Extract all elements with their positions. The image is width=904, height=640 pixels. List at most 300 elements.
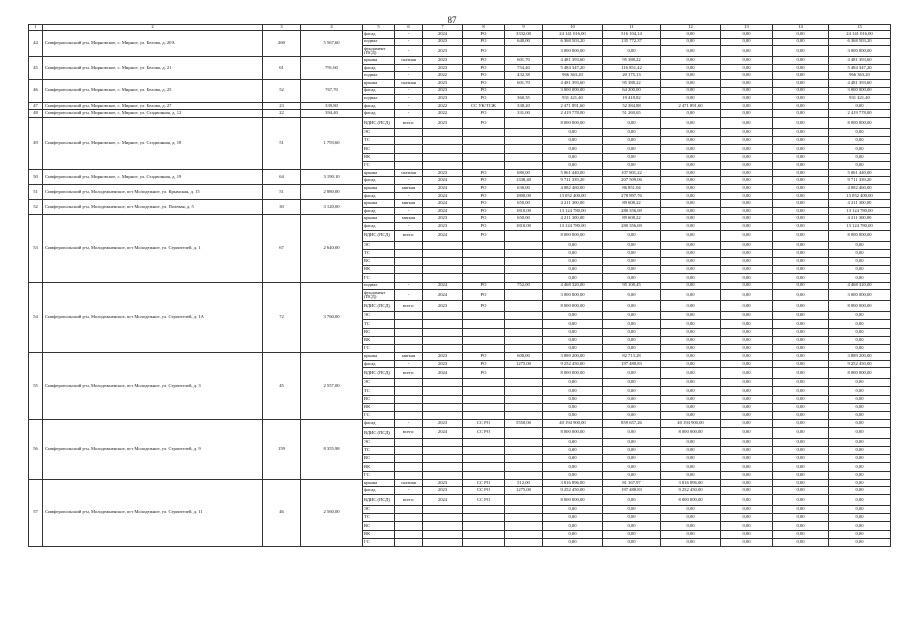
funding: РО xyxy=(463,185,505,193)
year: 2023 xyxy=(423,87,463,95)
volume: 1800,00 xyxy=(505,192,543,200)
fee: 0,00 xyxy=(603,463,661,471)
year: 2022 xyxy=(423,110,463,118)
col13: 0,00 xyxy=(721,38,773,46)
year: 2022 xyxy=(423,72,463,80)
cost: 2 471 891,60 xyxy=(543,102,603,110)
work-type: ГС xyxy=(363,274,395,282)
subtype xyxy=(395,463,423,471)
col14: 0,00 xyxy=(773,177,829,185)
subtype: - xyxy=(395,87,423,95)
owner-funds: 0,00 xyxy=(661,31,721,39)
col13: 0,00 xyxy=(721,185,773,193)
fund-total: 0,00 xyxy=(829,320,891,328)
col14: 0,00 xyxy=(773,95,829,103)
address: Симферопольский р-н, Мирновское, с. Мирное, ул. Белова, д. 20А xyxy=(43,31,263,57)
year xyxy=(423,128,463,136)
funding: РО xyxy=(463,223,505,231)
fee: 0,00 xyxy=(603,274,661,282)
funding xyxy=(463,447,505,455)
funding: СС РО xyxy=(463,427,505,438)
col14: 0,00 xyxy=(773,266,829,274)
col13: 0,00 xyxy=(721,403,773,411)
col13: 0,00 xyxy=(721,258,773,266)
owner-funds: 0,00 xyxy=(661,38,721,46)
funding xyxy=(463,320,505,328)
row-number: 50 xyxy=(29,169,43,184)
fee: 95 388,22 xyxy=(603,57,661,65)
col14: 0,00 xyxy=(773,282,829,290)
owner-funds: 0,00 xyxy=(661,207,721,215)
owner-funds: 0,00 xyxy=(661,412,721,420)
work-type: крыша xyxy=(363,185,395,193)
total-area: 791,60 xyxy=(301,57,363,80)
col14: 0,00 xyxy=(773,200,829,208)
cost: 931 421,40 xyxy=(543,95,603,103)
work-type: ВК xyxy=(363,153,395,161)
col13: 0,00 xyxy=(721,249,773,257)
row-number: 54 xyxy=(29,282,43,353)
work-type: фундамент (ПСД) xyxy=(363,46,395,57)
cost: 0,00 xyxy=(543,312,603,320)
subtype: мягкая xyxy=(395,215,423,223)
cost: 0,00 xyxy=(543,137,603,145)
fund-total: 0,00 xyxy=(829,241,891,249)
fund-total: 0,00 xyxy=(829,427,891,438)
volume: 5550,00 xyxy=(505,420,543,428)
owner-funds: 0,00 xyxy=(661,258,721,266)
year xyxy=(423,249,463,257)
fee: 116 851,42 xyxy=(603,64,661,72)
table-row xyxy=(29,110,891,118)
fund-total: 4 211 300,00 xyxy=(829,200,891,208)
fund-total: 4 468 320,00 xyxy=(829,282,891,290)
year xyxy=(423,403,463,411)
volume xyxy=(505,249,543,257)
year: 2024 xyxy=(423,192,463,200)
subtype: всего: xyxy=(395,427,423,438)
owner-funds: 0,00 xyxy=(661,266,721,274)
fee: 0,00 xyxy=(603,241,661,249)
work-type: подвал xyxy=(363,95,395,103)
col14: 0,00 xyxy=(773,128,829,136)
col14: 0,00 xyxy=(773,79,829,87)
fund-total: 13 124 780,00 xyxy=(829,223,891,231)
col13: 0,00 xyxy=(721,110,773,118)
volume xyxy=(505,87,543,95)
volume xyxy=(505,530,543,538)
col13: 0,00 xyxy=(721,145,773,153)
work-type: крыша xyxy=(363,79,395,87)
subtype xyxy=(395,471,423,479)
funding: РО xyxy=(463,200,505,208)
total-area: 8 355,98 xyxy=(301,420,363,480)
funding xyxy=(463,387,505,395)
fee: 0,00 xyxy=(603,427,661,438)
year: 2023 xyxy=(423,169,463,177)
funding: РО xyxy=(463,38,505,46)
col14: 0,00 xyxy=(773,522,829,530)
subtype: - xyxy=(395,223,423,231)
cost: 3 000 000,00 xyxy=(543,290,603,301)
subtype xyxy=(395,320,423,328)
cost: 13 124 780,00 xyxy=(543,207,603,215)
year xyxy=(423,538,463,546)
owner-funds: 0,00 xyxy=(661,230,721,241)
volume xyxy=(505,312,543,320)
col13: 0,00 xyxy=(721,353,773,361)
funding xyxy=(463,505,505,513)
address: Симферопольский р-н, Мирновское, с. Мирное, ул. Белова, д. 21 xyxy=(43,57,263,80)
col13: 0,00 xyxy=(721,538,773,546)
funding xyxy=(463,538,505,546)
year xyxy=(423,266,463,274)
cost: 0,00 xyxy=(543,505,603,513)
work-type: крыша xyxy=(363,479,395,487)
subtype: всего: xyxy=(395,230,423,241)
subtype xyxy=(395,455,423,463)
owner-funds: 0,00 xyxy=(661,387,721,395)
fund-total: 5 484 347,20 xyxy=(829,64,891,72)
volume xyxy=(505,153,543,161)
col14: 0,00 xyxy=(773,161,829,169)
volume xyxy=(505,412,543,420)
work-type: ЭС xyxy=(363,128,395,136)
fund-total: 0,00 xyxy=(829,328,891,336)
cost: 0,00 xyxy=(543,395,603,403)
work-type: ЭС xyxy=(363,505,395,513)
col14: 0,00 xyxy=(773,87,829,95)
cost: 0,00 xyxy=(543,266,603,274)
col13: 0,00 xyxy=(721,161,773,169)
work-type: фундамент (ПСД) xyxy=(363,290,395,301)
funding: РО xyxy=(463,192,505,200)
owner-funds: 0,00 xyxy=(661,344,721,352)
apartments-count: 64 xyxy=(263,169,301,184)
funding: РО xyxy=(463,207,505,215)
cost: 0,00 xyxy=(543,153,603,161)
fund-total: 2 419 778,00 xyxy=(829,110,891,118)
funding xyxy=(463,336,505,344)
col14: 0,00 xyxy=(773,479,829,487)
volume xyxy=(505,344,543,352)
owner-funds: 0,00 xyxy=(661,46,721,57)
col13: 0,00 xyxy=(721,215,773,223)
volume xyxy=(505,447,543,455)
col14: 0,00 xyxy=(773,241,829,249)
subtype xyxy=(395,379,423,387)
funding: РО xyxy=(463,64,505,72)
col14: 0,00 xyxy=(773,530,829,538)
col14: 0,00 xyxy=(773,215,829,223)
fee: 0,00 xyxy=(603,137,661,145)
fund-total: 0,00 xyxy=(829,395,891,403)
work-type: ВДИС (ПСД) xyxy=(363,368,395,379)
year xyxy=(423,145,463,153)
col14: 0,00 xyxy=(773,494,829,505)
owner-funds: 9 252 450,00 xyxy=(661,487,721,495)
column-number-header: 15 xyxy=(829,25,891,31)
col13: 0,00 xyxy=(721,455,773,463)
funding xyxy=(463,128,505,136)
col13: 0,00 xyxy=(721,505,773,513)
col14: 0,00 xyxy=(773,538,829,546)
cost: 0,00 xyxy=(543,258,603,266)
col14: 0,00 xyxy=(773,471,829,479)
year xyxy=(423,241,463,249)
work-type: ЭС xyxy=(363,241,395,249)
owner-funds: 0,00 xyxy=(661,87,721,95)
col13: 0,00 xyxy=(721,266,773,274)
work-type: фасад xyxy=(363,487,395,495)
owner-funds: 0,00 xyxy=(661,336,721,344)
funding xyxy=(463,514,505,522)
cost: 40 194 900,00 xyxy=(543,420,603,428)
cost: 6 368 503,20 xyxy=(543,38,603,46)
work-type: ТС xyxy=(363,447,395,455)
fee: 0,00 xyxy=(603,258,661,266)
owner-funds: 0,00 xyxy=(661,185,721,193)
work-type: ГС xyxy=(363,344,395,352)
fee: 0,00 xyxy=(603,538,661,546)
subtype: - xyxy=(395,282,423,290)
work-type: ВДИС (ПСД) xyxy=(363,427,395,438)
fee: 19 418,82 xyxy=(603,95,661,103)
volume: 640,00 xyxy=(505,38,543,46)
fund-total: 0,00 xyxy=(829,487,891,495)
fund-total: 0,00 xyxy=(829,412,891,420)
col14: 0,00 xyxy=(773,505,829,513)
year: 2023 xyxy=(423,64,463,72)
work-type: ВК xyxy=(363,530,395,538)
fund-total: 0,00 xyxy=(829,420,891,428)
col13: 0,00 xyxy=(721,387,773,395)
volume xyxy=(505,137,543,145)
apartments-count: 67 xyxy=(263,215,301,282)
volume xyxy=(505,328,543,336)
subtype: - xyxy=(395,46,423,57)
fund-total: 9 711 339,20 xyxy=(829,177,891,185)
year: 2023 xyxy=(423,353,463,361)
cost: 8 000 000,00 xyxy=(543,301,603,312)
fee: 95 108,45 xyxy=(603,282,661,290)
fee: 0,00 xyxy=(603,117,661,128)
owner-funds: 8 000 000,00 xyxy=(661,494,721,505)
col13: 0,00 xyxy=(721,46,773,57)
cost: 0,00 xyxy=(543,447,603,455)
year: 2024 xyxy=(423,494,463,505)
col14: 0,00 xyxy=(773,412,829,420)
subtype: - xyxy=(395,192,423,200)
col14: 0,00 xyxy=(773,192,829,200)
col13: 0,00 xyxy=(721,153,773,161)
fund-total: 9 252 450,00 xyxy=(829,360,891,368)
col13: 0,00 xyxy=(721,412,773,420)
owner-funds: 0,00 xyxy=(661,57,721,65)
fee: 859 657,26 xyxy=(603,420,661,428)
col14: 0,00 xyxy=(773,360,829,368)
row-number: 47 xyxy=(29,102,43,110)
cost: 0,00 xyxy=(543,249,603,257)
col14: 0,00 xyxy=(773,368,829,379)
funding xyxy=(463,274,505,282)
cost: 0,00 xyxy=(543,128,603,136)
funding: РО xyxy=(463,117,505,128)
fee: 86 851,04 xyxy=(603,185,661,193)
fee: 0,00 xyxy=(603,368,661,379)
year xyxy=(423,320,463,328)
owner-funds: 0,00 xyxy=(661,192,721,200)
volume xyxy=(505,241,543,249)
work-type: ВДИС (ПСД) xyxy=(363,494,395,505)
subtype xyxy=(395,258,423,266)
column-number-header: 9 xyxy=(505,25,543,31)
col13: 0,00 xyxy=(721,312,773,320)
volume xyxy=(505,494,543,505)
owner-funds: 0,00 xyxy=(661,395,721,403)
funding xyxy=(463,145,505,153)
col13: 0,00 xyxy=(721,530,773,538)
col13: 0,00 xyxy=(721,479,773,487)
col13: 0,00 xyxy=(721,57,773,65)
owner-funds: 0,00 xyxy=(661,145,721,153)
total-area: 2 557,00 xyxy=(301,353,363,420)
apartments-count: 45 xyxy=(263,353,301,420)
year: 2022 xyxy=(423,102,463,110)
row-number: 44 xyxy=(29,31,43,57)
cost: 0,00 xyxy=(543,336,603,344)
year: 2023 xyxy=(423,46,463,57)
fee: 0,00 xyxy=(603,522,661,530)
subtype: - xyxy=(395,177,423,185)
owner-funds: 3 816 896,00 xyxy=(661,479,721,487)
subtype: - xyxy=(395,72,423,80)
owner-funds: 0,00 xyxy=(661,514,721,522)
fee: 95 388,22 xyxy=(603,79,661,87)
funding: СС РО xyxy=(463,420,505,428)
volume xyxy=(505,379,543,387)
table-row xyxy=(29,79,891,87)
work-type: ВДИС (ПСД) xyxy=(363,230,395,241)
column-number-header: 6 xyxy=(395,25,423,31)
owner-funds: 0,00 xyxy=(661,320,721,328)
address: Симферопольский р-н, Мирновское, с. Мирное, ул. Белова, д. 25 xyxy=(43,79,263,102)
fund-total: 0,00 xyxy=(829,387,891,395)
subtype: скатная xyxy=(395,479,423,487)
work-type: ВС xyxy=(363,258,395,266)
address: Симферопольский р-н, Мирновское, с. Мирное, ул. Стадионная, д. 18 xyxy=(43,117,263,169)
subtype xyxy=(395,153,423,161)
col13: 0,00 xyxy=(721,223,773,231)
volume: 1275,00 xyxy=(505,487,543,495)
subtype: мягкая xyxy=(395,185,423,193)
cost: 0,00 xyxy=(543,412,603,420)
fee: 197 488,83 xyxy=(603,360,661,368)
funding xyxy=(463,344,505,352)
fee: 52 384,88 xyxy=(603,102,661,110)
volume xyxy=(505,395,543,403)
fund-total: 0,00 xyxy=(829,463,891,471)
row-number: 53 xyxy=(29,215,43,282)
subtype xyxy=(395,438,423,446)
cost: 4 211 300,00 xyxy=(543,215,603,223)
year: 2024 xyxy=(423,427,463,438)
cost: 4 082 460,00 xyxy=(543,185,603,193)
col13: 0,00 xyxy=(721,87,773,95)
cost: 0,00 xyxy=(543,241,603,249)
apartments-count: 159 xyxy=(263,420,301,480)
fee: 0,00 xyxy=(603,290,661,301)
col14: 0,00 xyxy=(773,463,829,471)
fee: 0,00 xyxy=(603,471,661,479)
cost: 0,00 xyxy=(543,438,603,446)
volume xyxy=(505,46,543,57)
table-row xyxy=(29,282,891,290)
table-row xyxy=(29,420,891,428)
work-type: ВДИС (ПСД) xyxy=(363,301,395,312)
total-area: 767,70 xyxy=(301,79,363,102)
cost: 0,00 xyxy=(543,530,603,538)
work-type: ГС xyxy=(363,538,395,546)
subtype xyxy=(395,447,423,455)
owner-funds: 0,00 xyxy=(661,117,721,128)
fee: 0,00 xyxy=(603,312,661,320)
cost: 0,00 xyxy=(543,344,603,352)
year xyxy=(423,312,463,320)
cost: 8 000 000,00 xyxy=(543,427,603,438)
fund-total: 0,00 xyxy=(829,538,891,546)
address: Симферопольский р-н, Мирновское, с. Мирное, ул. Стадионная, д. 12 xyxy=(43,110,263,118)
year xyxy=(423,412,463,420)
total-area: 1 793,60 xyxy=(301,117,363,169)
subtype: мягкая xyxy=(395,200,423,208)
work-type: крыша xyxy=(363,200,395,208)
owner-funds: 0,00 xyxy=(661,403,721,411)
col14: 0,00 xyxy=(773,31,829,39)
subtype xyxy=(395,274,423,282)
cost: 9 252 450,00 xyxy=(543,487,603,495)
owner-funds: 0,00 xyxy=(661,223,721,231)
subtype xyxy=(395,249,423,257)
col13: 0,00 xyxy=(721,328,773,336)
funding xyxy=(463,379,505,387)
address: Симферопольский р-н, Молодежненское, пгт Молодежное, ул. Строителей, д. 11 xyxy=(43,479,263,546)
work-type: ВС xyxy=(363,145,395,153)
year: 2023 xyxy=(423,117,463,128)
owner-funds: 0,00 xyxy=(661,215,721,223)
funding: РО xyxy=(463,57,505,65)
year: 2024 xyxy=(423,282,463,290)
row-number: 45 xyxy=(29,57,43,80)
volume: 432,38 xyxy=(505,72,543,80)
fee: 0,00 xyxy=(603,412,661,420)
col13: 0,00 xyxy=(721,301,773,312)
funding: РО xyxy=(463,360,505,368)
year: 2023 xyxy=(423,223,463,231)
col13: 0,00 xyxy=(721,360,773,368)
table-row xyxy=(29,31,891,39)
volume: 1338,40 xyxy=(505,177,543,185)
col13: 0,00 xyxy=(721,447,773,455)
fund-total: 0,00 xyxy=(829,137,891,145)
fund-total: 6 368 503,20 xyxy=(829,38,891,46)
owner-funds: 0,00 xyxy=(661,161,721,169)
volume xyxy=(505,301,543,312)
volume: 754,40 xyxy=(505,64,543,72)
fund-total: 0,00 xyxy=(829,336,891,344)
subtype xyxy=(395,312,423,320)
work-type: крыша xyxy=(363,353,395,361)
